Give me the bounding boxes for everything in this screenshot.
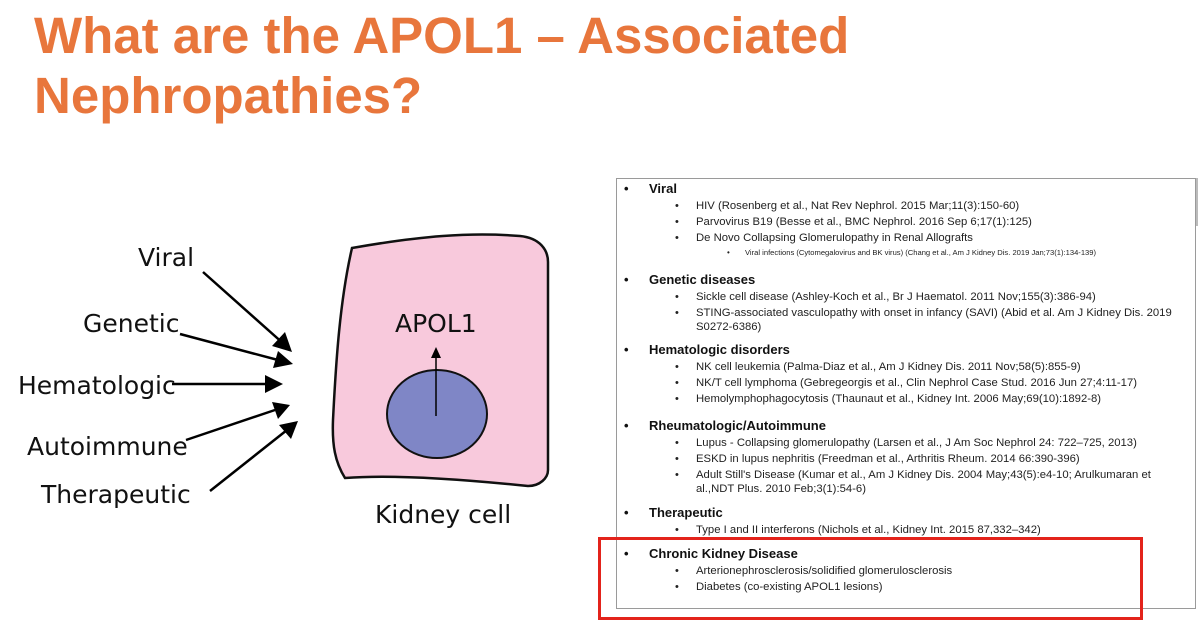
arrowhead-genetic — [273, 351, 293, 368]
list-item: • Arterionephrosclerosis/solidified glomerulosclerosis — [617, 564, 1197, 578]
section-genetic-diseases — [617, 272, 1197, 334]
trigger-autoimmune: Autoimmune — [27, 432, 188, 461]
list-item: • De Novo Collapsing Glomerulopathy in Renal Allografts — [617, 231, 1197, 245]
trigger-genetic: Genetic — [83, 309, 180, 338]
apol1-label: APOL1 — [395, 309, 477, 338]
list-item: • HIV (Rosenberg et al., Nat Rev Nephrol. 2015 Mar;11(3):150-60) — [617, 199, 1197, 213]
section-heading: • Hematologic disorders — [617, 342, 1197, 358]
list-item: • STING-associated vasculopathy with onset in infancy (SAVI) (Abid et al. Am J Kidney Dis. 2019 S0272-6386) — [617, 306, 1197, 334]
section-therapeutic — [617, 505, 1197, 537]
section-heading: • Chronic Kidney Disease — [617, 546, 1197, 562]
list-item: • NK cell leukemia (Palma-Diaz et al., Am J Kidney Dis. 2011 Nov;58(5):855-9) — [617, 360, 1197, 374]
section-heading: • Viral — [617, 181, 1197, 197]
section-heading: • Rheumatologic/Autoimmune — [617, 418, 1197, 434]
slide-title-line-1: What are the APOL1 – Associated — [34, 7, 850, 64]
arrowhead-therapeutic — [279, 421, 298, 439]
list-item: • Diabetes (co-existing APOL1 lesions) — [617, 580, 1197, 594]
arrow-genetic — [180, 334, 278, 360]
list-item: • Lupus - Collapsing glomerulopathy (Larsen et al., J Am Soc Nephrol 24: 722–725, 2013) — [617, 436, 1197, 450]
list-item: • Adult Still's Disease (Kumar et al., Am J Kidney Dis. 2004 May;43(5):e4-10; Arulkumaran et al.,NDT Plus. 2010 Feb;3(1):54-6) — [617, 468, 1197, 496]
section-hematologic-disorders — [617, 342, 1197, 406]
section-heading: • Therapeutic — [617, 505, 1197, 521]
list-subitem: • Viral infections (Cytomegalovirus and BK virus) (Chang et al., Am J Kidney Dis. 2019 Jan;73(1):134-139) — [617, 247, 1197, 258]
nucleus — [387, 370, 487, 458]
arrow-therapeutic — [210, 430, 287, 491]
list-item: • Sickle cell disease (Ashley-Koch et al., Br J Haematol. 2011 Nov;155(3):386-94) — [617, 290, 1197, 304]
arrowhead-hematologic — [265, 375, 283, 393]
trigger-therapeutic: Therapeutic — [41, 480, 191, 509]
slide-title-line-2: Nephropathies? — [34, 67, 423, 124]
list-item: • Parvovirus B19 (Besse et al., BMC Nephrol. 2016 Sep 6;17(1):125) — [617, 215, 1197, 229]
trigger-arrows — [172, 272, 298, 491]
list-item: • NK/T cell lymphoma (Gebregeorgis et al., Clin Nephrol Case Stud. 2016 Jun 27;4:11-17) — [617, 376, 1197, 390]
list-item: • ESKD in lupus nephritis (Freedman et al., Arthritis Rheum. 2014 66:390-396) — [617, 452, 1197, 466]
arrow-viral — [203, 272, 285, 345]
section-viral — [617, 181, 1197, 258]
ckd-highlight-box — [598, 537, 1143, 620]
list-item: • Hemolymphophagocytosis (Thaunaut et al., Kidney Int. 2006 May;69(10):1892-8) — [617, 392, 1197, 406]
panel-edge-mark — [1196, 178, 1198, 226]
arrow-autoimmune — [186, 410, 275, 440]
trigger-viral: Viral — [138, 243, 195, 272]
section-heading: • Genetic diseases — [617, 272, 1197, 288]
section-rheumatologic-autoimmune — [617, 418, 1197, 496]
kidney-cell-label: Kidney cell — [375, 500, 512, 529]
list-item: • Type I and II interferons (Nichols et al., Kidney Int. 2015 87,332–342) — [617, 523, 1197, 537]
trigger-hematologic: Hematologic — [18, 371, 176, 400]
